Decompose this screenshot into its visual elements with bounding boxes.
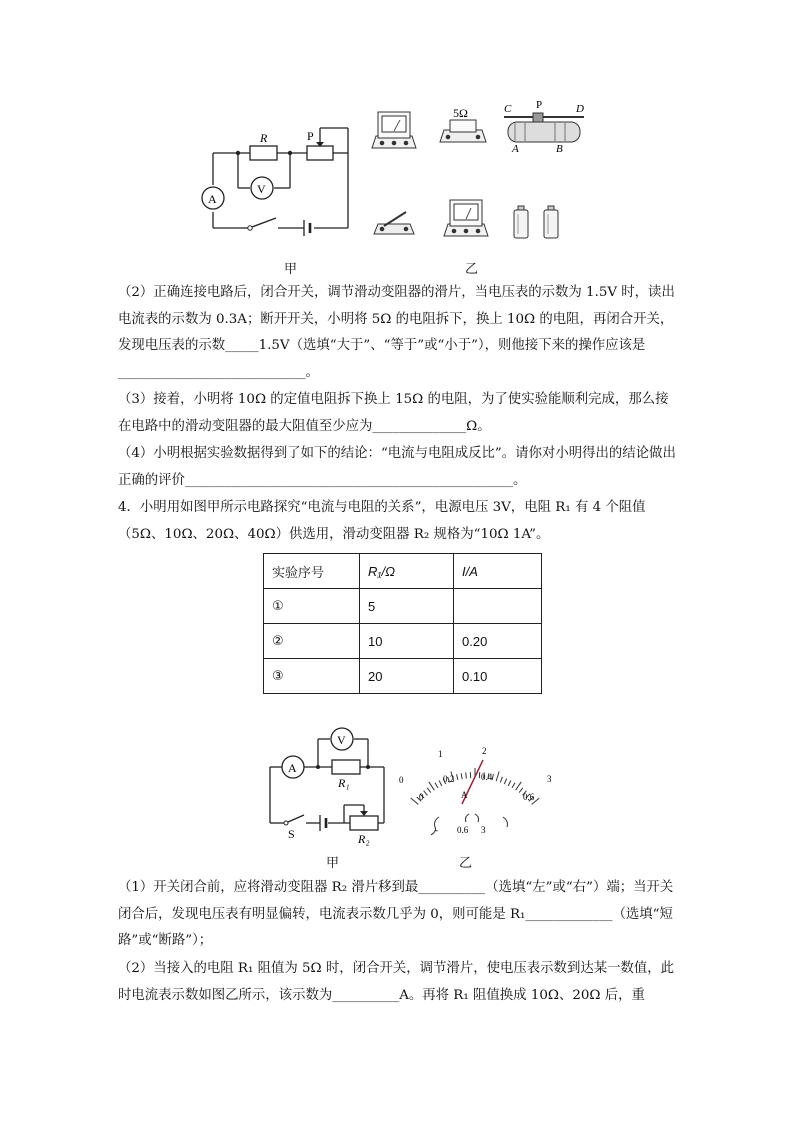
table-cell: ②: [264, 624, 360, 659]
resistor-label: R: [260, 131, 268, 145]
dial-tick: [457, 774, 458, 780]
dial-unit-label: A: [461, 790, 468, 800]
dial-tick: [516, 782, 522, 790]
q4-part2: （2）当接入的电阻 R₁ 阻值为 5Ω 时，闭合开关，调节滑片，使电压表示数到达某一数值，此时电流表示数如图乙所示，该示数为__________A。再将 R₁ 阻值换成 10Ω、20Ω 后，重: [118, 961, 675, 1003]
switch-label: S: [288, 827, 295, 841]
table-cell: [454, 589, 542, 624]
dial-bottom-label: 0.2: [443, 774, 455, 784]
dial-tick: [411, 798, 419, 804]
equipment-illustration: [370, 100, 595, 250]
dial-tick: [496, 772, 499, 782]
table-cell: 5: [360, 589, 454, 624]
resistor-value-label: 5Ω: [453, 106, 468, 120]
dial-tick: [424, 791, 428, 796]
table-row: [264, 589, 542, 624]
voltmeter-device: [372, 112, 416, 148]
voltmeter-symbol-label: V: [257, 182, 266, 196]
table-row: [264, 624, 542, 659]
voltmeter-symbol-label: V: [337, 733, 346, 747]
figure1-caption-left: 甲: [284, 262, 298, 277]
dial-zero-label: 0: [399, 775, 404, 785]
table-header-cell: I/A: [454, 554, 542, 589]
ammeter-symbol-label: A: [208, 192, 217, 206]
dial-tick: [492, 774, 493, 780]
figure1-caption-right: 乙: [465, 262, 479, 277]
dial-tick: [512, 783, 515, 788]
r2-label: R₂: [358, 832, 370, 846]
table-header-row: [264, 554, 542, 589]
switch-device: [374, 212, 414, 234]
table-cell: ①: [264, 589, 360, 624]
dial-top-label: 1: [438, 749, 443, 759]
table-header-cell: R₁/Ω: [360, 554, 454, 589]
q4-part1: （1）开关闭合前，应将滑动变阻器 R₂ 滑片移到最__________（选填“左”或“右”）端；当开关闭合后，发现电压表有明显偏转，电流表示数几乎为 0，则可能是 R₁_____________（选填“短路”或“断路”）；: [118, 880, 674, 948]
dial-top-label: 2: [482, 746, 487, 756]
dial-tick: [508, 781, 511, 786]
dial-top-label: 3: [547, 774, 552, 784]
dial-bottom-label: 0.4: [481, 772, 493, 782]
rheostat-terminal-d: D: [576, 103, 584, 115]
resistor-block: [440, 120, 486, 142]
dial-tick: [500, 777, 502, 783]
table-header-cell: 实验序号: [264, 554, 360, 589]
rheostat-terminal-c: C: [504, 103, 512, 115]
q3-part4: （4）小明根据实验数据得到了如下的结论：“电流与电阻成反比”。请你对小明得出的结论做出正确的评价_________________________________________________。: [118, 446, 676, 488]
ammeter-symbol-label: A: [288, 761, 297, 775]
dial-bottom-label: 0.6: [523, 792, 535, 802]
terminal-label: 3: [481, 825, 486, 835]
dial-tick: [435, 783, 438, 788]
table-cell: 0.10: [454, 659, 542, 694]
table-cell: 0.20: [454, 624, 542, 659]
slider-label: P: [307, 129, 314, 143]
data-table: [263, 553, 542, 694]
table-cell: ③: [264, 659, 360, 694]
terminal-label: -: [435, 825, 438, 835]
terminal-label: 0.6: [457, 825, 469, 835]
figure2-caption-left: 甲: [326, 856, 340, 871]
q3-part2: （2）正确连接电路后，闭合开关，调节滑动变阻器的滑片，当电压表的示数为 1.5V 时，读出电流表的示数为 0.3A；断开开关，小明将 5Ω 的电阻拆下，换上 10Ω 的电阻，再闭合开关，发现电压表的示数_____1.5V（选填“大于”、“等于”或“小于”），则他接下来的操作应该是____________________________。: [118, 285, 675, 380]
dial-tick: [429, 782, 435, 790]
ammeter-device: [444, 200, 488, 236]
circuit-diagram-1: [190, 120, 360, 250]
battery-cells: [514, 206, 558, 238]
rheostat-terminal-a: A: [512, 143, 519, 155]
table-cell: 20: [360, 659, 454, 694]
rheostat-terminal-b: B: [556, 143, 563, 155]
dial-bottom-label: 0: [419, 792, 424, 802]
dial-tick: [427, 788, 431, 793]
dial-tick: [466, 773, 467, 779]
table-row: [264, 659, 542, 694]
q3-part3: （3）接着，小明将 10Ω 的定值电阻拆下换上 15Ω 的电阻，为了使实验能顺利完成，那么接在电路中的滑动变阻器的最大阻值至少应为______________Ω。: [118, 392, 669, 434]
rheostat-terminal-p: P: [536, 99, 543, 111]
dial-tick: [461, 773, 462, 779]
r1-label: R₁: [338, 776, 350, 790]
circuit-diagram-2: [260, 725, 400, 853]
rheostat-device: [504, 113, 584, 142]
ammeter-dial: [395, 742, 565, 842]
table-cell: 10: [360, 624, 454, 659]
q4-intro: 4．小明用如图甲所示电路探究“电流与电阻的关系”，电源电压 3V，电阻 R₁ 有 4 个阻值（5Ω、10Ω、20Ω、40Ω）供选用，滑动变阻器 R₂ 规格为“10Ω 1A”。: [118, 500, 646, 542]
dial-tick: [439, 781, 442, 786]
figure2-caption-right: 乙: [459, 856, 473, 871]
dial-tick: [504, 779, 506, 785]
